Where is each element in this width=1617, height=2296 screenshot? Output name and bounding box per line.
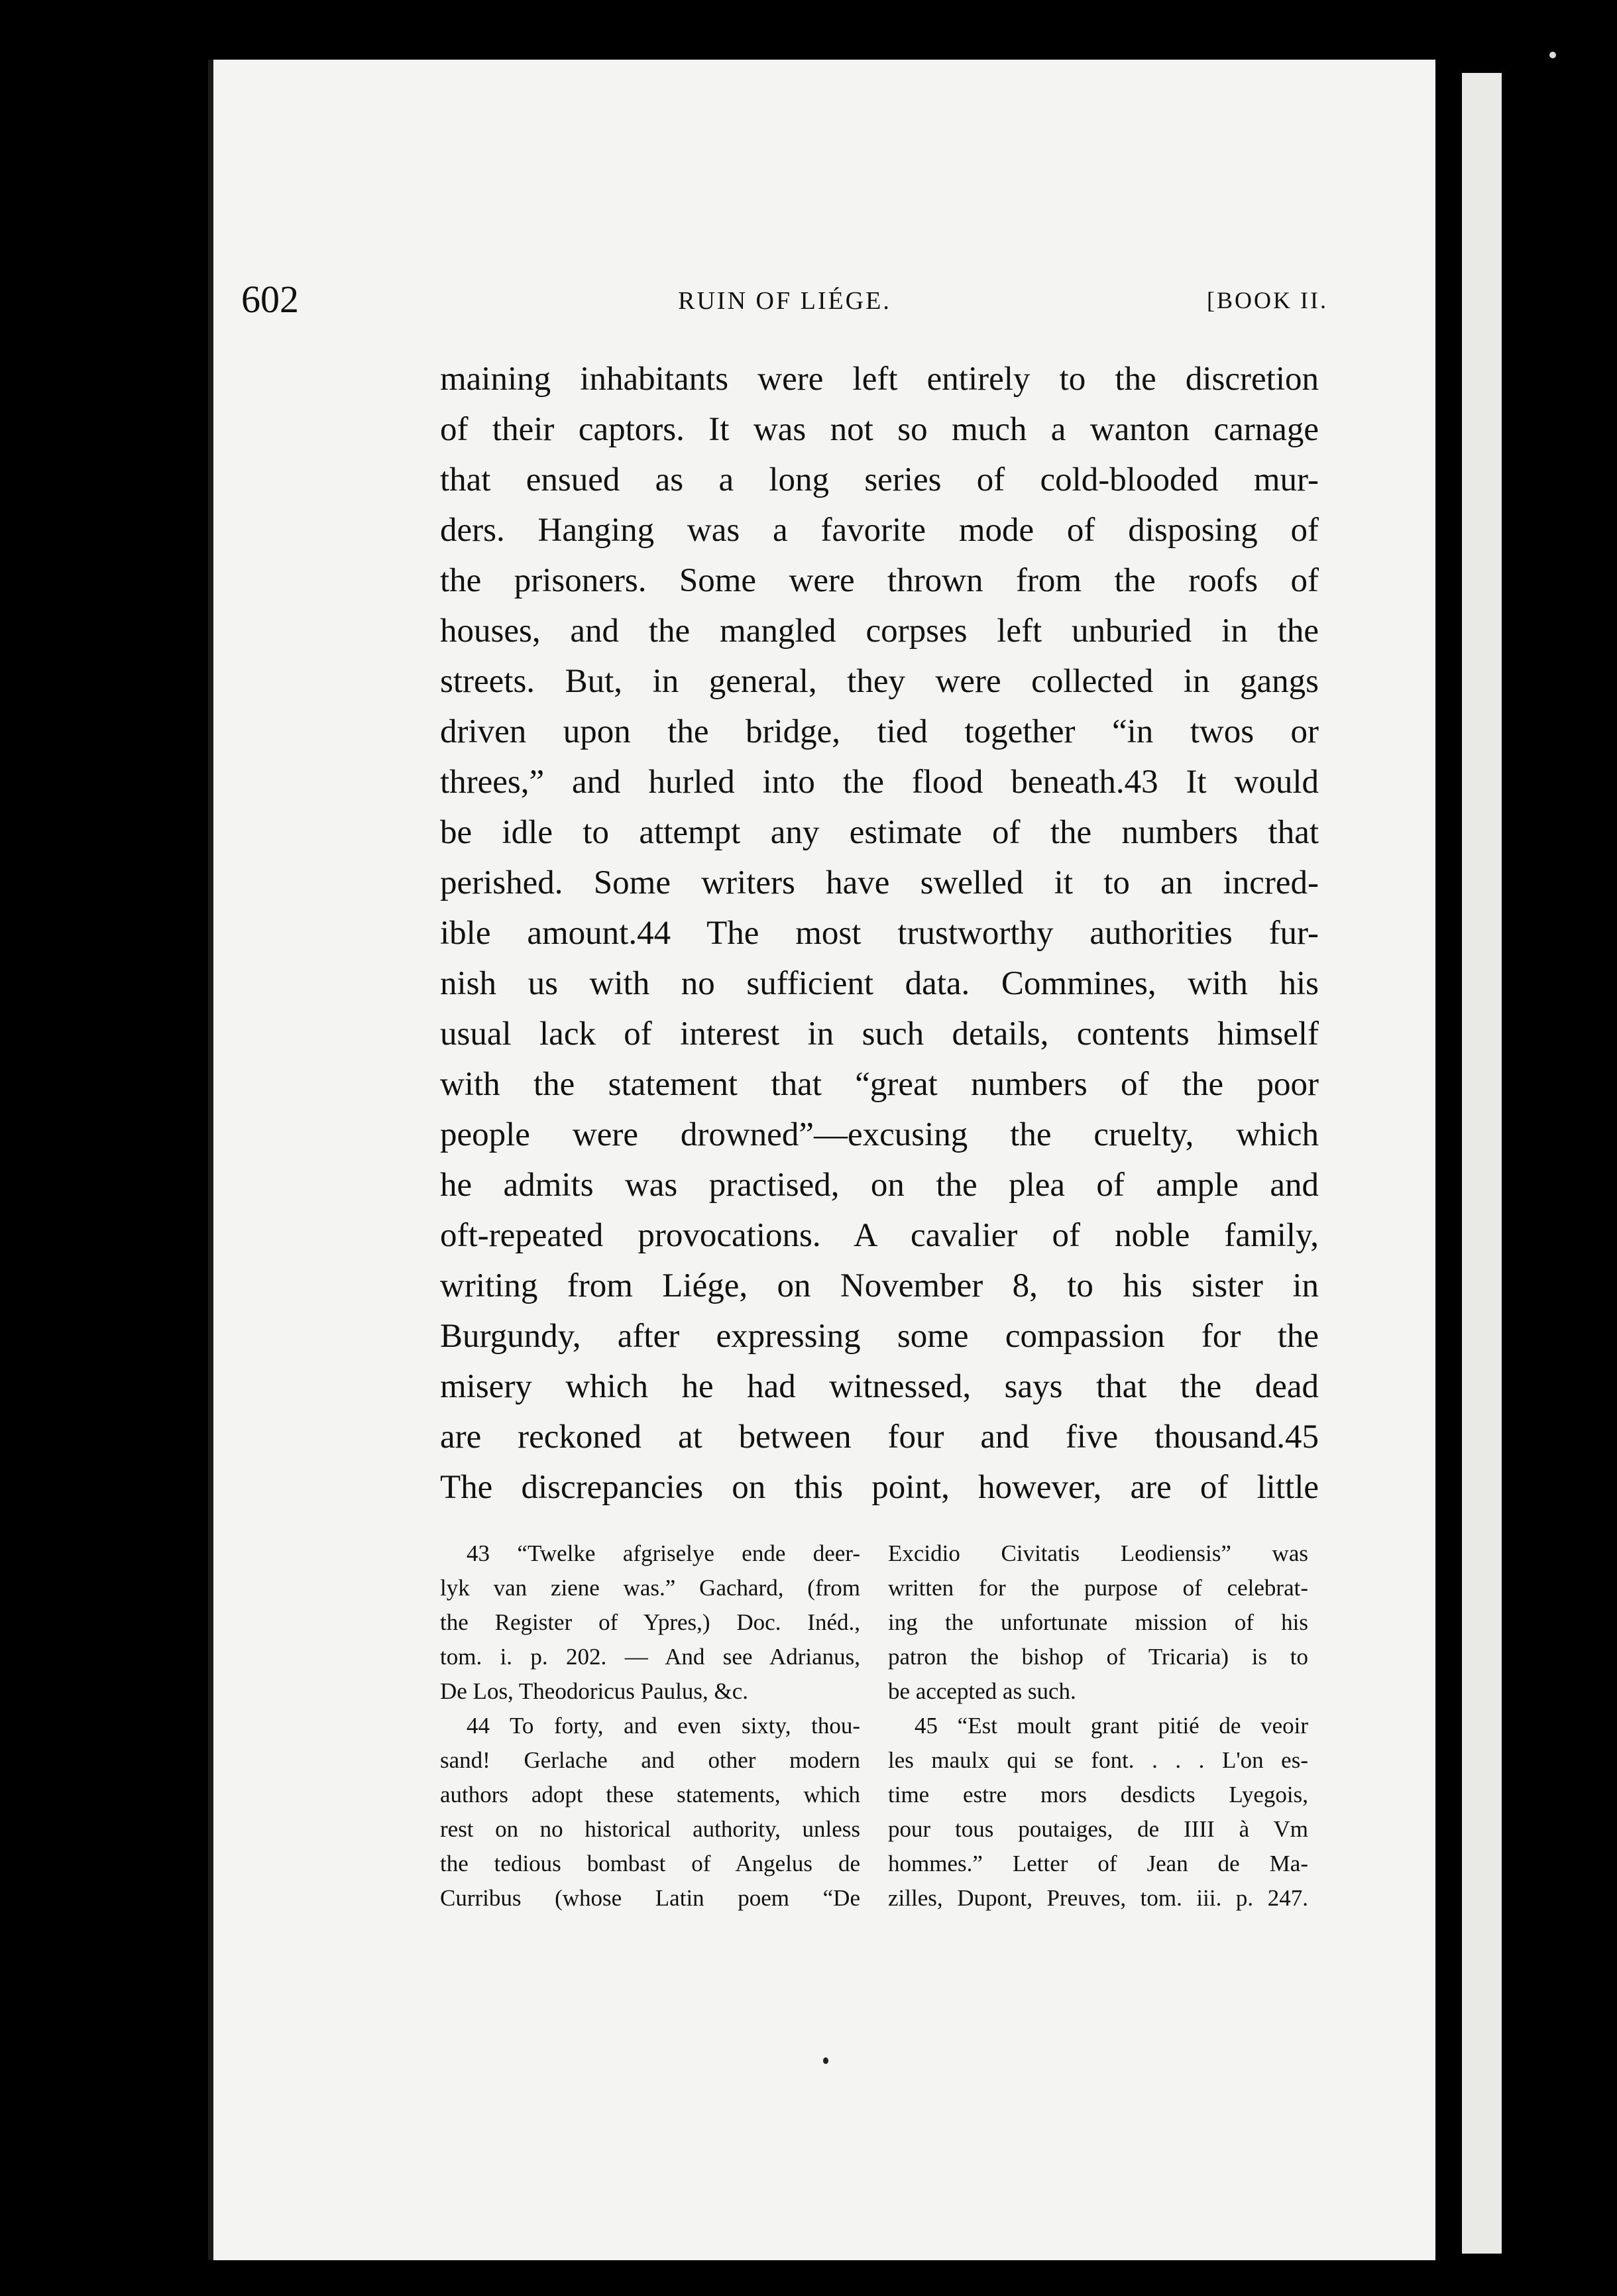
text-line: are reckoned at between four and five thousand.45	[440, 1418, 1319, 1456]
footnote-line: patron the bishop of Tricaria) is to	[888, 1644, 1308, 1670]
text-line: Burgundy, after expressing some compassion for the	[440, 1318, 1319, 1355]
text-line: be idle to attempt any estimate of the numbers that	[440, 814, 1319, 851]
footnote-line: pour tous poutaiges, de IIII à Vm	[888, 1816, 1308, 1842]
facing-page-edge	[1462, 73, 1502, 2254]
page-header	[241, 277, 1328, 330]
text-line: misery which he had witnessed, says that the dead	[440, 1368, 1319, 1405]
text-line: he admits was practised, on the plea of ample and	[440, 1167, 1319, 1204]
ink-speck	[1549, 52, 1556, 58]
footnote-line: the tedious bombast of Angelus de	[440, 1851, 860, 1876]
running-title: RUIN OF LIÉGE.	[678, 287, 891, 315]
footnote-line: Curribus (whose Latin poem “De	[440, 1885, 860, 1911]
footnote-line: 43 “Twelke afgriselye ende deer-	[467, 1540, 860, 1566]
text-line: with the statement that “great numbers of the poor	[440, 1066, 1319, 1103]
footnote-line: authors adopt these statements, which	[440, 1782, 860, 1808]
footnote-line: Excidio Civitatis Leodiensis” was	[888, 1540, 1308, 1566]
text-line: nish us with no sufficient data. Commines, with his	[440, 965, 1319, 1002]
text-line: writing from Liége, on November 8, to his sister in	[440, 1267, 1319, 1304]
text-line: houses, and the mangled corpses left unburied in the	[440, 612, 1319, 650]
footnote-column-right	[888, 1536, 1308, 1916]
text-line: people were drowned”—excusing the cruelty, which	[440, 1116, 1319, 1153]
footnote-line: 44 To forty, and even sixty, thou-	[467, 1713, 860, 1739]
footnote-line: be accepted as such.	[888, 1678, 1076, 1704]
text-line: maining inhabitants were left entirely to the discretion	[440, 361, 1319, 398]
footnote-line: 45 “Est moult grant pitié de veoir	[915, 1713, 1308, 1739]
footnote-line: De Los, Theodoricus Paulus, &c.	[440, 1678, 748, 1704]
footnote-line: the Register of Ypres,) Doc. Inéd.,	[440, 1609, 860, 1635]
footnote-line: zilles, Dupont, Preuves, tom. iii. p. 247.	[888, 1885, 1308, 1911]
footnote-column-left	[440, 1536, 860, 1916]
text-line: of their captors. It was not so much a wanton carnage	[440, 411, 1319, 448]
text-line: oft-repeated provocations. A cavalier of noble family,	[440, 1217, 1319, 1254]
text-line: ible amount.44 The most trustworthy authorities fur-	[440, 915, 1319, 952]
text-line: usual lack of interest in such details, contents himself	[440, 1015, 1319, 1053]
footnote-line: sand! Gerlache and other modern	[440, 1747, 860, 1773]
text-line: perished. Some writers have swelled it to an incred-	[440, 864, 1319, 901]
ink-speck	[823, 2057, 828, 2064]
footnote-line: ing the unfortunate mission of his	[888, 1609, 1308, 1635]
text-line: the prisoners. Some were thrown from the roofs of	[440, 562, 1319, 599]
footnote-line: time estre mors desdicts Lyegois,	[888, 1782, 1308, 1808]
footnote-line: lyk van ziene was.” Gachard, (from	[440, 1575, 860, 1601]
text-line: driven upon the bridge, tied together “in twos or	[440, 713, 1319, 750]
main-text	[440, 354, 1319, 1513]
text-line: ders. Hanging was a favorite mode of disposing of	[440, 512, 1319, 549]
book-marker: [BOOK II.	[1207, 287, 1328, 314]
footnote-line: rest on no historical authority, unless	[440, 1816, 860, 1842]
footnote-line: tom. i. p. 202. — And see Adrianus,	[440, 1644, 860, 1670]
footnote-line: written for the purpose of celebrat-	[888, 1575, 1308, 1601]
text-line: threes,” and hurled into the flood beneath.43 It would	[440, 764, 1319, 801]
footnote-line: les maulx qui se font. . . . L'on es-	[888, 1747, 1308, 1773]
text-line: The discrepancies on this point, however, are of little	[440, 1469, 1319, 1506]
text-line: that ensued as a long series of cold-blooded mur-	[440, 461, 1319, 498]
page-number: 602	[241, 278, 299, 321]
footnote-line: hommes.” Letter of Jean de Ma-	[888, 1851, 1308, 1876]
text-line: streets. But, in general, they were collected in gangs	[440, 663, 1319, 700]
